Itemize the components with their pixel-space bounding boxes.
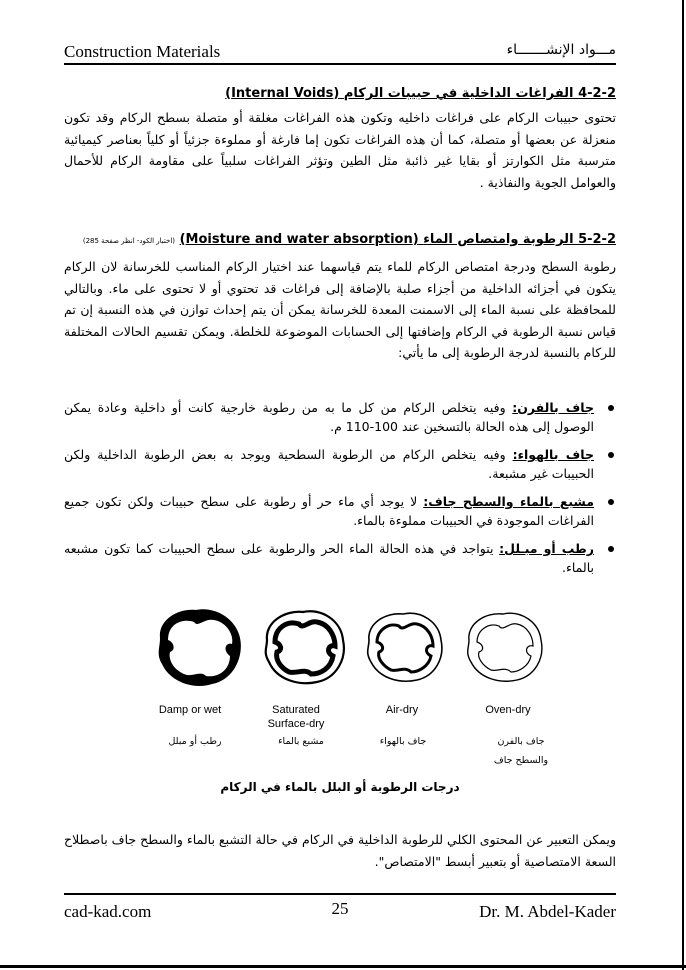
footer-website: cad-kad.com — [64, 902, 152, 921]
figure-label-damp: Damp or wet — [158, 704, 222, 716]
section-title-en: (Internal Voids) — [225, 86, 340, 101]
footer-author: Dr. M. Abdel-Kader — [479, 902, 616, 921]
list-item — [64, 492, 616, 530]
list-item-term: جاف بالهواء: — [512, 447, 594, 462]
particle-oven-dry-icon — [468, 613, 542, 681]
figure-label-air-dry: Air-dry — [385, 704, 419, 716]
list-item — [64, 398, 616, 436]
bullet-icon — [608, 546, 614, 552]
particle-air-dry-icon — [368, 613, 442, 681]
figure-label-oven-dry: Oven-dry — [485, 704, 531, 716]
section-title-en: (Moisture and water absorption) — [179, 232, 419, 247]
header-right-title: مـــواد الإنشـــــــاء — [506, 42, 616, 58]
section-number: 5-2-2 — [578, 232, 616, 247]
figure-label-ar-air-dry: جاف بالهواء — [379, 736, 427, 747]
list-item — [64, 539, 616, 577]
figure-label-ssd: Saturated Surface-dry — [267, 704, 325, 730]
section-heading-moisture — [64, 232, 616, 247]
list-item-text: يتواجد في هذه الحالة الماء الحر والرطوبة على سطح الحبيبات كما تكون مشبعه بالماء. — [64, 541, 594, 575]
header-left-title: Construction Materials — [64, 42, 221, 61]
figure-label-ar-damp: رطب أو مبلل — [168, 736, 222, 747]
page-header — [64, 40, 616, 64]
figure-label-ar-ssd: مشبع بالماء — [278, 736, 324, 747]
bullet-icon — [608, 452, 614, 458]
page-border-bottom — [0, 965, 686, 968]
list-item-text: وفيه يتخلص الركام من الرطوبة السطحية ويوجد به بعض الرطوبة الداخلية ولكن الحبيبات غير مشبعة. — [64, 447, 594, 481]
paragraph-moisture: رطوبة السطح ودرجة امتصاص الركام للماء يتم قياسهما عند اختيار الركام المناسب للخرسانة لان الركام يتكون في أجزائه الداخلية من أجزاء صلبة بالإضافة إلى فراغات قد تحتوي أو لا تحتوى على ماء. وبالتالي للمحافظة على نسبة الماء إلى الاسمنت المعدة للخرسانة يمكن أن يتم إحداث توازن في هذه النسبة إن تم قياس نسبة الرطوبة في الركام وإضافتها إلى الحسابات الموضوعة للخلطة. ويمكن تقسيم الحالات المختلفة للركام بالنسبة لدرجة الرطوبة إلى ما يأتي: — [64, 259, 616, 360]
list-item — [64, 445, 616, 483]
bullet-icon — [608, 405, 614, 411]
footer-rule — [64, 893, 616, 895]
page-border-right — [682, 0, 684, 970]
bullet-icon — [608, 499, 614, 505]
moisture-states-list — [64, 398, 616, 586]
section-heading-internal-voids — [64, 86, 616, 101]
header-rule — [64, 63, 616, 65]
particle-damp-icon — [159, 609, 241, 686]
paragraph-internal-voids: تحتوى حبيبات الركام على فراغات داخليه وتكون هذه الفراغات مغلقة أو متصلة بسطح الركام وقد تكون منعزلة عن بعضها أو متصلة، كما أن هذه الفراغات تكون إما فارغة أو مملوءة جزئياً أو كلياً بعناصر كيميائية مترسبة مثل الكوارتز أو بقايا غير ذائبة مثل الطين وتؤثر الفراغات سلبياً على مقاومة الركام للأحمال والعوامل الجوية والنفاذية . — [64, 110, 616, 190]
figure-label-ar-oven-dry: جاف بالفرن والسطح جاف — [493, 736, 549, 766]
figure-caption: درجات الرطوبة أو البلل بالماء في الركام — [220, 780, 460, 794]
section-number: 4-2-2 — [578, 86, 616, 101]
section-note: (اختبار الكود- انظر صفحة 285) — [82, 237, 176, 245]
paragraph-absorption: ويمكن التعبير عن المحتوى الكلي للرطوبة الداخلية في الركام في حالة التشبع بالماء والسطح جاف باصطلاح السعة الامتصاصية أو بتعبير أبسط "الامتصاص". — [64, 832, 616, 869]
aggregate-moisture-figure — [140, 606, 560, 696]
list-item-text: لا يوجد أي ماء حر أو رطوبة على سطح حبيبات ولكن تكون جميع الفراغات الموجودة في الحبيبات مملوءة بالماء. — [64, 494, 594, 528]
particle-ssd-icon — [266, 611, 344, 683]
list-item-term: جاف بالفرن: — [512, 400, 594, 415]
list-item-text: وفيه يتخلص الركام من كل ما به من رطوبة خارجية كانت أو داخلية وعادة يمكن الوصول إلى هذه الحالة بالتسخين عند 100-110 م. — [64, 400, 594, 434]
list-item-term: مشبع بالماء والسطح جاف: — [423, 494, 594, 509]
section-title-ar: الرطوبة وامتصاص الماء — [423, 232, 574, 247]
list-item-term: رطب أو مبـلل: — [499, 541, 594, 556]
page-number: 25 — [331, 899, 349, 918]
section-title-ar: الفراغات الداخلية في حبيبات الركام — [343, 86, 574, 101]
